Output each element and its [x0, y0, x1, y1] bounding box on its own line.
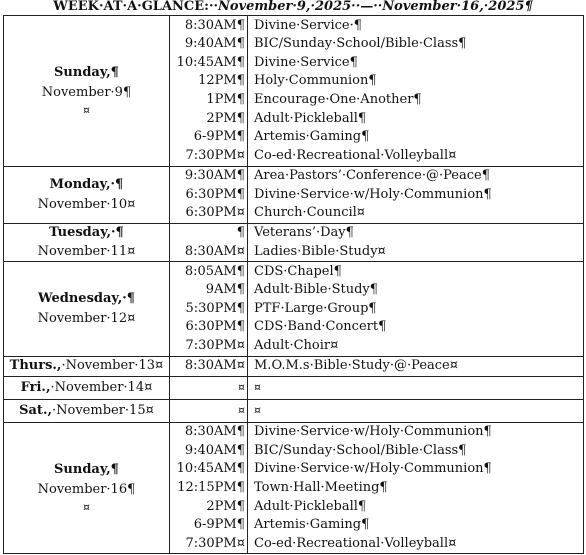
day-date: ·November·13¤: [61, 358, 164, 374]
day-row-thursday: [4, 357, 584, 377]
event-time: 8:30AM¶: [184, 424, 245, 440]
day-row-friday: [4, 377, 584, 400]
day-cell: [4, 224, 170, 262]
event-name: BIC/Sunday·School/Bible·Class¶: [254, 442, 467, 458]
event-time: 9:40AM¶: [184, 36, 245, 52]
events-cell: [248, 357, 584, 377]
day-row-sunday-nov-16: [4, 423, 584, 554]
event-time: 2PM¶: [206, 110, 245, 126]
title-dates: November·9,·2025··—··November·16,·2025¶: [218, 0, 533, 14]
event-time: 9:30AM¶: [184, 168, 245, 184]
event-name: Church·Council¤: [254, 205, 366, 221]
day-name: Sunday,¶: [54, 65, 119, 80]
event-time: 6:30PM¶: [185, 319, 245, 335]
times-cell: [170, 167, 248, 224]
event-time: 7:30PM¤: [185, 338, 245, 354]
event-name: Artemis·Gaming¶: [254, 129, 370, 145]
day-name: Thurs.,: [9, 358, 62, 374]
event-time: 6:30PM¤: [185, 205, 245, 221]
event-time: 10:45AM¶: [176, 54, 245, 70]
day-cell: [4, 167, 170, 224]
event-time: 10:45AM¶: [176, 461, 245, 477]
event-name: Co-ed·Recreational·Volleyball¤: [254, 535, 457, 551]
event-name: Town·Hall·Meeting¶: [254, 479, 388, 495]
cell-end-mark: ¤: [83, 501, 90, 515]
events-cell: [248, 262, 584, 357]
day-cell: [4, 262, 170, 357]
day-date: November·16¶: [37, 482, 136, 498]
event-name: Divine·Service·w/Holy·Communion¶: [254, 186, 492, 202]
event-name: Encourage·One·Another¶: [254, 92, 422, 107]
event-name: Artemis·Gaming¶: [254, 517, 370, 533]
day-row-monday: [4, 167, 584, 224]
event-time: 1PM¶: [206, 92, 245, 107]
event-time: 7:30PM¤: [185, 535, 245, 551]
event-name: ¤: [254, 380, 261, 394]
event-name: M.O.M.s·Bible·Study·@·Peace¤: [254, 358, 459, 374]
event-time: 7:30PM¤: [185, 147, 245, 163]
event-name: Ladies·Bible·Study¤: [254, 243, 386, 259]
event-name: Divine·Service·w/Holy·Communion¶: [254, 424, 492, 440]
event-name: Divine·Service¶: [254, 54, 358, 70]
times-cell: [170, 357, 248, 377]
event-name: Veterans’·Day¶: [254, 225, 354, 240]
event-name: Adult·Choir¤: [254, 338, 339, 354]
day-row-wednesday: [4, 262, 584, 357]
day-cell: [4, 16, 170, 167]
event-name: CDS·Chapel¶: [254, 263, 342, 279]
events-cell: [248, 377, 584, 400]
event-time: ¶: [236, 225, 245, 240]
times-cell: [170, 262, 248, 357]
event-time: 2PM¶: [206, 498, 245, 514]
day-date: November·9¶: [41, 85, 132, 100]
cell-end-mark: ¤: [83, 104, 90, 117]
event-time: 8:30AM¶: [184, 17, 245, 33]
day-name: Wednesday,·¶: [37, 291, 136, 307]
day-cell: [4, 377, 170, 400]
event-time: 12:15PM¶: [177, 479, 245, 495]
times-cell: [170, 16, 248, 167]
title-prefix: WEEK·AT·A·GLANCE:··: [53, 0, 219, 14]
events-cell: [248, 224, 584, 262]
day-cell: [4, 357, 170, 377]
schedule-table: [3, 15, 584, 554]
event-name: Adult·Pickleball¶: [254, 110, 367, 126]
event-name: Area·Pastors’·Conference·@·Peace¶: [254, 168, 490, 184]
page-title: [0, 0, 586, 16]
day-date: November·11¤: [37, 243, 136, 259]
event-time: 9AM¶: [205, 282, 245, 298]
day-row-sunday-nov-9: [4, 16, 584, 167]
day-name: Sunday,¶: [54, 462, 119, 478]
event-time: 8:30AM¤: [184, 358, 245, 374]
day-name: Sat.,: [19, 402, 52, 418]
day-cell: [4, 423, 170, 554]
event-name: PTF·Large·Group¶: [254, 300, 377, 316]
day-date: ·November·14¤: [50, 379, 153, 395]
event-time: 8:05AM¶: [184, 263, 245, 279]
events-cell: [248, 423, 584, 554]
event-time: 6:30PM¶: [185, 186, 245, 202]
event-name: Co-ed·Recreational·Volleyball¤: [254, 147, 457, 163]
event-time: 6-9PM¶: [193, 129, 245, 145]
events-cell: [248, 167, 584, 224]
event-time: 9:40AM¶: [184, 442, 245, 458]
day-name: Monday,·¶: [49, 177, 124, 192]
event-time: 6-9PM¶: [193, 517, 245, 533]
event-name: CDS·Band·Concert¶: [254, 319, 387, 335]
event-name: Divine·Service·¶: [254, 17, 362, 33]
event-time: 5:30PM¶: [185, 300, 245, 316]
day-name: Tuesday,·¶: [49, 225, 124, 240]
event-name: Divine·Service·w/Holy·Communion¶: [254, 461, 492, 477]
events-cell: [248, 16, 584, 167]
day-date: ·November·15¤: [52, 402, 154, 418]
day-row-tuesday: [4, 224, 584, 262]
event-time: 8:30AM¤: [184, 243, 245, 259]
event-time: ¤: [238, 403, 245, 417]
events-cell: [248, 400, 584, 423]
event-name: Adult·Bible·Study¶: [254, 282, 379, 298]
day-row-saturday: [4, 400, 584, 423]
day-cell: [4, 400, 170, 423]
day-date: November·12¤: [37, 311, 136, 327]
times-cell: [170, 400, 248, 423]
event-name: BIC/Sunday·School/Bible·Class¶: [254, 36, 467, 52]
times-cell: [170, 377, 248, 400]
times-cell: [170, 224, 248, 262]
day-date: November·10¤: [37, 197, 136, 212]
event-name: Holy·Communion¶: [254, 73, 377, 89]
event-time: 12PM¶: [198, 73, 245, 89]
event-name: ¤: [254, 403, 261, 417]
event-name: Adult·Pickleball¶: [254, 498, 367, 514]
times-cell: [170, 423, 248, 554]
day-name: Fri.,: [20, 379, 51, 395]
event-time: ¤: [238, 380, 245, 394]
